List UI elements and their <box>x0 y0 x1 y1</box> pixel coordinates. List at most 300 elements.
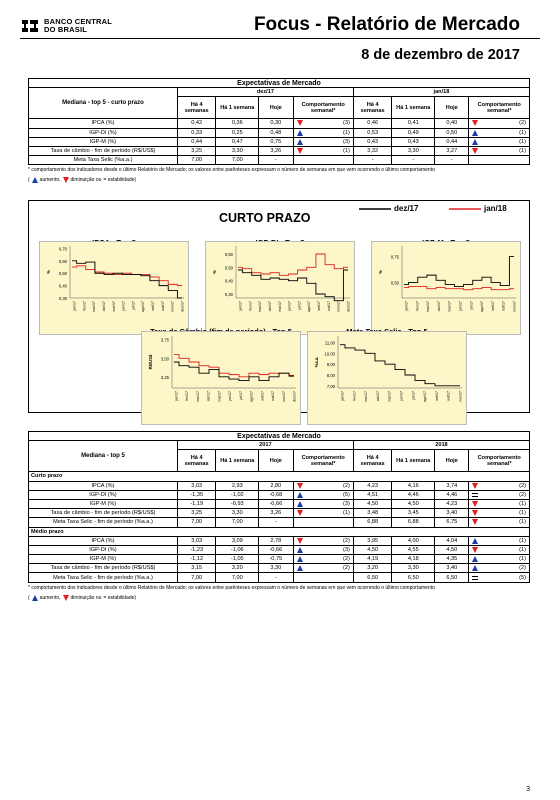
trend-weeks: (2) <box>343 537 350 544</box>
legend-dez17-label: dez/17 <box>394 204 419 213</box>
value-cell: -1,12 <box>177 555 216 564</box>
series-dez17-line <box>238 270 348 301</box>
x-tick-label: fev/17 <box>248 301 253 311</box>
value-cell: 4,51 <box>353 490 392 499</box>
expectations-table-block <box>28 431 530 601</box>
mini-chart <box>39 241 189 335</box>
row-label: IPCA (%) <box>29 119 178 128</box>
triangle-down-icon <box>297 483 303 489</box>
value-cell: 3,03 <box>177 481 216 490</box>
triangle-up-icon <box>297 556 303 562</box>
value-cell: 4,23 <box>435 499 469 508</box>
x-tick-label: fev/17 <box>185 391 190 401</box>
column-header: Comportamento semanal* <box>469 450 530 472</box>
x-tick-label: ago/17 <box>480 301 485 312</box>
x-tick-label: mai/17 <box>387 391 392 402</box>
value-cell: 2,80 <box>259 481 293 490</box>
table-row <box>29 146 530 155</box>
x-tick-label: abr/17 <box>101 301 106 312</box>
x-tick-label: mar/17 <box>195 391 200 403</box>
trend-cell <box>469 518 530 527</box>
value-cell: 3,20 <box>216 564 259 573</box>
x-tick-label: nov/17 <box>512 301 517 312</box>
table1-footnote: * comportamento dos indicadores desde o último Relatório de Mercado; os valores entre parênteses expressam o número de semanas em que vem ocorrendo o último comportamento <box>28 167 435 174</box>
table1-row-header: Mediana - top 5 - curto prazo <box>29 88 178 119</box>
trend-cell <box>469 536 530 545</box>
row-label: IGP-DI (%) <box>29 128 178 137</box>
mini-chart <box>205 241 355 335</box>
row-label: Taxa de câmbio - fim de período (R$/US$) <box>29 564 178 573</box>
x-tick-label: set/17 <box>151 301 156 311</box>
value-cell: 3,30 <box>259 564 293 573</box>
y-tick-label: 0,40 <box>224 278 233 284</box>
x-tick-label: out/17 <box>160 301 165 311</box>
legend-eq: = estabilidade) <box>103 594 137 601</box>
x-tick-label: dez/17 <box>180 301 185 312</box>
x-tick-label: dez/17 <box>292 391 297 402</box>
trend-cell <box>469 499 530 508</box>
legend-down: diminuição ou <box>70 594 102 601</box>
trend-cell <box>293 490 353 499</box>
trend-cell <box>293 128 353 137</box>
series-jan18-line <box>72 266 182 286</box>
y-tick-label: 0,30 <box>224 292 233 297</box>
trend-weeks: (1) <box>519 556 526 563</box>
value-cell: 7,00 <box>216 156 259 165</box>
trend-cell <box>469 137 530 146</box>
y-unit-label: % <box>378 270 383 274</box>
axis <box>236 246 350 298</box>
legend-jan18 <box>449 204 507 213</box>
trend-cell <box>469 555 530 564</box>
series-jan18-line <box>174 355 294 377</box>
y-unit-label: % <box>46 270 51 274</box>
x-tick-label: jul/17 <box>297 301 302 310</box>
value-cell: 7,00 <box>177 156 216 165</box>
column-header: Há 4 semanas <box>177 97 216 119</box>
x-tick-label: jul/17 <box>469 301 474 310</box>
trend-weeks: (2) <box>519 565 526 572</box>
x-tick-label: jan/17 <box>340 391 345 401</box>
trend-weeks: (1) <box>519 148 526 155</box>
triangle-up-icon <box>297 492 303 498</box>
table-row <box>29 490 530 499</box>
table2-legend <box>28 595 530 601</box>
trend-weeks: (2) <box>519 482 526 489</box>
trend-weeks: (1) <box>343 148 350 155</box>
y-tick-label: 0,50 <box>58 271 67 277</box>
trend-cell <box>469 490 530 499</box>
triangle-down-icon <box>297 538 303 544</box>
triangle-up-icon <box>297 501 303 507</box>
table-row <box>29 137 530 146</box>
series-dez17-line <box>404 256 514 286</box>
y-tick-label: 0,30 <box>58 296 67 301</box>
value-cell: 0,33 <box>177 128 216 137</box>
value-cell: 3,30 <box>392 564 435 573</box>
trend-cell <box>293 146 353 155</box>
column-header: Há 4 semanas <box>353 450 392 472</box>
value-cell: 4,16 <box>392 481 435 490</box>
value-cell: 3,25 <box>177 146 216 155</box>
x-tick-label: set/17 <box>317 301 322 311</box>
x-tick-label: nov/17 <box>458 391 463 402</box>
trend-weeks: (1) <box>519 519 526 526</box>
trend-cell <box>293 499 353 508</box>
row-label: Meta Taxa Selic - fim de período (%a.a.) <box>29 518 178 527</box>
trend-cell <box>293 119 353 128</box>
value-cell: - <box>259 573 293 582</box>
triangle-down-icon <box>472 501 478 507</box>
x-tick-label: mai/17 <box>111 301 116 312</box>
value-cell: 4,04 <box>435 536 469 545</box>
value-cell: 6,88 <box>392 518 435 527</box>
y-tick-label: 7,00 <box>326 383 335 389</box>
table-row <box>29 119 530 128</box>
trend-weeks: (1) <box>519 537 526 544</box>
x-tick-label: jan/17 <box>238 301 243 311</box>
mini-chart-svg <box>372 242 522 336</box>
x-tick-label: dez/17 <box>346 301 351 312</box>
trend-cell <box>293 137 353 146</box>
value-cell: 6,50 <box>435 573 469 582</box>
trend-cell <box>469 481 530 490</box>
table2-period-1: 2017 <box>177 441 353 450</box>
triangle-down-icon <box>472 148 478 154</box>
x-tick-label: abr/17 <box>375 391 380 402</box>
series-jan18-line <box>238 254 348 275</box>
value-cell: 3,30 <box>216 509 259 518</box>
value-cell: 0,44 <box>177 137 216 146</box>
value-cell: 6,50 <box>392 573 435 582</box>
column-header: Há 1 semana <box>216 450 259 472</box>
value-cell: 0,43 <box>353 137 392 146</box>
x-tick-label: jun/17 <box>458 301 463 311</box>
short-term-table-block <box>28 78 530 183</box>
value-cell: 4,46 <box>435 490 469 499</box>
y-unit-label: %a.a. <box>314 356 319 368</box>
section-title: Curto prazo <box>29 472 530 481</box>
trend-weeks: (3) <box>343 138 350 145</box>
value-cell: 4,55 <box>392 545 435 554</box>
triangle-up-icon <box>32 177 38 183</box>
x-tick-label: jul/17 <box>411 391 416 400</box>
table-row <box>29 499 530 508</box>
equal-icon <box>472 493 478 497</box>
x-tick-label: fev/17 <box>82 301 87 311</box>
triangle-up-icon <box>472 556 478 562</box>
mini-chart <box>141 331 301 425</box>
value-cell: 4,50 <box>353 499 392 508</box>
value-cell: 0,36 <box>216 119 259 128</box>
triangle-up-icon <box>32 595 38 601</box>
value-cell: - <box>353 156 392 165</box>
value-cell: 0,41 <box>392 119 435 128</box>
table1-period-2: jan/18 <box>353 88 529 97</box>
value-cell: 0,43 <box>392 137 435 146</box>
value-cell: 3,95 <box>353 536 392 545</box>
x-tick-label: jun/17 <box>228 391 233 401</box>
trend-weeks: (2) <box>343 556 350 563</box>
series-dez17-line <box>340 345 460 386</box>
x-tick-label: fev/17 <box>352 391 357 401</box>
value-cell: 4,23 <box>353 481 392 490</box>
x-tick-label: out/17 <box>326 301 331 311</box>
x-tick-label: jul/17 <box>131 301 136 310</box>
trend-cell <box>469 119 530 128</box>
series-dez17-line <box>72 261 182 298</box>
legend-eq: = estabilidade) <box>103 177 137 184</box>
report-title: Focus - Relatório de Mercado <box>253 14 520 35</box>
x-tick-label: mar/17 <box>426 301 431 313</box>
value-cell: 0,46 <box>353 119 392 128</box>
page-number: 3 <box>526 786 530 793</box>
value-cell: 4,50 <box>392 499 435 508</box>
trend-cell <box>469 564 530 573</box>
table-row <box>29 555 530 564</box>
section-row <box>29 527 530 536</box>
triangle-down-icon <box>297 510 303 516</box>
trend-weeks: (1) <box>519 501 526 508</box>
triangle-up-icon <box>297 130 303 136</box>
value-cell: 3,27 <box>435 146 469 155</box>
legend-jan18-label: jan/18 <box>484 204 507 213</box>
value-cell: 3,15 <box>177 564 216 573</box>
row-label: IGP-M (%) <box>29 137 178 146</box>
y-tick-label: 3,75 <box>160 337 169 343</box>
x-tick-label: mai/17 <box>447 301 452 312</box>
triangle-up-icon <box>297 139 303 145</box>
row-label: IGP-M (%) <box>29 499 178 508</box>
value-cell: - <box>435 156 469 165</box>
table2-title: Expectativas de Mercado <box>29 432 530 441</box>
row-label: Taxa de câmbio - fim de período (R$/US$) <box>29 509 178 518</box>
trend-weeks: (1) <box>519 129 526 136</box>
y-unit-label: % <box>212 270 217 274</box>
x-tick-label: abr/17 <box>436 301 441 312</box>
value-cell: 2,78 <box>259 536 293 545</box>
value-cell: 3,40 <box>435 564 469 573</box>
value-cell: 3,26 <box>259 509 293 518</box>
value-cell: 4,00 <box>392 536 435 545</box>
x-tick-label: out/17 <box>271 391 276 401</box>
column-header: Hoje <box>259 97 293 119</box>
short-term-expectations-table <box>28 78 530 165</box>
x-tick-label: jan/17 <box>72 301 77 311</box>
triangle-up-icon <box>472 130 478 136</box>
trend-cell <box>469 545 530 554</box>
y-tick-label: 0,60 <box>58 258 67 264</box>
value-cell: 3,30 <box>216 146 259 155</box>
series-dez17-line <box>174 362 294 381</box>
mini-chart <box>307 331 467 425</box>
table2-period-2: 2018 <box>353 441 529 450</box>
value-cell: 3,32 <box>353 146 392 155</box>
row-label: IGP-DI (%) <box>29 545 178 554</box>
table-row <box>29 545 530 554</box>
column-header: Comportamento semanal* <box>469 97 530 119</box>
section-row <box>29 472 530 481</box>
y-tick-label: 3,25 <box>160 374 169 380</box>
x-tick-label: out/17 <box>501 301 506 311</box>
x-tick-label: set/17 <box>260 391 265 401</box>
trend-weeks: (3) <box>343 546 350 553</box>
table-row <box>29 481 530 490</box>
trend-cell <box>469 509 530 518</box>
value-cell: 0,42 <box>177 119 216 128</box>
row-label: Taxa de câmbio - fim de período (R$/US$) <box>29 146 178 155</box>
trend-cell <box>469 156 530 165</box>
row-label: IPCA (%) <box>29 536 178 545</box>
x-tick-label: jun/17 <box>399 391 404 401</box>
triangle-down-icon <box>472 519 478 525</box>
logo-line-1: BANCO CENTRAL <box>44 17 113 26</box>
legend-down: diminuição ou <box>70 177 102 184</box>
column-header: Comportamento semanal* <box>293 450 353 472</box>
trend-cell <box>469 128 530 137</box>
y-tick-label: 0,60 <box>224 252 233 257</box>
x-tick-label: ago/17 <box>141 301 146 312</box>
table1-period-1: dez/17 <box>177 88 353 97</box>
trend-cell <box>293 555 353 564</box>
axis <box>402 246 516 298</box>
x-tick-label: abr/17 <box>206 391 211 402</box>
column-header: Há 4 semanas <box>177 450 216 472</box>
row-label: IPCA (%) <box>29 481 178 490</box>
row-label: IGP-M (%) <box>29 555 178 564</box>
column-header: Há 4 semanas <box>353 97 392 119</box>
x-tick-label: jun/17 <box>121 301 126 311</box>
value-cell: 0,49 <box>392 128 435 137</box>
trend-weeks: (2) <box>343 565 350 572</box>
table2-row-header: Mediana - top 5 <box>29 441 178 472</box>
y-tick-label: 0,40 <box>58 283 67 289</box>
trend-cell <box>293 545 353 554</box>
value-cell: 0,50 <box>435 128 469 137</box>
axis <box>338 336 462 388</box>
y-tick-label: 0,50 <box>224 265 233 271</box>
value-cell: 0,25 <box>216 128 259 137</box>
x-tick-label: set/17 <box>490 301 495 311</box>
trend-weeks: (2) <box>343 482 350 489</box>
value-cell: 0,40 <box>435 119 469 128</box>
triangle-down-icon <box>63 177 69 183</box>
table-row <box>29 128 530 137</box>
triangle-up-icon <box>472 565 478 571</box>
value-cell: -0,93 <box>216 499 259 508</box>
triangle-up-icon <box>472 139 478 145</box>
short-term-charts-panel <box>28 200 530 413</box>
value-cell: -1,23 <box>177 545 216 554</box>
trend-weeks: (1) <box>519 138 526 145</box>
section-title: Médio prazo <box>29 527 530 536</box>
value-cell: 0,53 <box>353 128 392 137</box>
row-label: Meta Taxa Selic - fim de período (%a.a.) <box>29 573 178 582</box>
triangle-down-icon <box>297 120 303 126</box>
y-tick-label: 0,70 <box>58 246 67 252</box>
triangle-down-icon <box>297 148 303 154</box>
value-cell: 7,00 <box>216 573 259 582</box>
row-label: IGP-DI (%) <box>29 490 178 499</box>
trend-cell <box>293 156 353 165</box>
trend-cell <box>293 481 353 490</box>
x-tick-label: nov/17 <box>336 301 341 312</box>
report-date: 8 de dezembro de 2017 <box>361 47 520 63</box>
column-header: Há 1 semana <box>216 97 259 119</box>
y-tick-label: 10,00 <box>324 351 335 357</box>
value-cell: 2,93 <box>216 481 259 490</box>
value-cell: 4,18 <box>392 555 435 564</box>
x-tick-label: mar/17 <box>258 301 263 313</box>
table-row <box>29 156 530 165</box>
table-row <box>29 509 530 518</box>
value-cell: - <box>392 156 435 165</box>
triangle-down-icon <box>472 547 478 553</box>
value-cell: 0,48 <box>259 128 293 137</box>
trend-weeks: (1) <box>343 129 350 136</box>
row-label: Meta Taxa Selic (%a.a.) <box>29 156 178 165</box>
value-cell: 4,35 <box>435 555 469 564</box>
trend-weeks: (1) <box>519 510 526 517</box>
value-cell: 3,25 <box>177 509 216 518</box>
triangle-down-icon <box>472 483 478 489</box>
x-tick-label: mar/17 <box>92 301 97 313</box>
x-tick-label: ago/17 <box>423 391 428 402</box>
equal-icon <box>472 576 478 580</box>
charts-panel-title: CURTO PRAZO <box>219 211 311 225</box>
trend-weeks: (2) <box>519 491 526 498</box>
bcb-logo-icon <box>20 17 40 35</box>
y-tick-label: 8,00 <box>326 373 335 378</box>
mini-chart-svg <box>308 332 468 426</box>
value-cell: - <box>259 156 293 165</box>
x-tick-label: nov/17 <box>281 391 286 402</box>
x-tick-label: mai/17 <box>277 301 282 312</box>
triangle-down-icon <box>472 120 478 126</box>
column-header: Comportamento semanal* <box>293 97 353 119</box>
value-cell: -1,19 <box>177 499 216 508</box>
value-cell: 3,03 <box>177 536 216 545</box>
y-unit-label: R$/US$ <box>148 354 153 370</box>
trend-weeks: (3) <box>343 120 350 127</box>
x-tick-label: jul/17 <box>238 391 243 400</box>
x-tick-label: jan/17 <box>174 391 179 401</box>
mini-chart-svg <box>206 242 356 336</box>
x-tick-label: mai/17 <box>217 391 222 402</box>
value-cell: -1,06 <box>216 545 259 554</box>
value-cell: -1,02 <box>216 490 259 499</box>
table-row <box>29 518 530 527</box>
triangle-up-icon <box>472 538 478 544</box>
y-tick-label: 0,75 <box>390 254 399 260</box>
trend-weeks: (5) <box>343 491 350 498</box>
value-cell: -0,66 <box>259 545 293 554</box>
trend-weeks: (5) <box>519 574 526 581</box>
legend-dez17 <box>359 204 418 213</box>
column-header: Hoje <box>259 450 293 472</box>
trend-cell <box>293 509 353 518</box>
table1-legend <box>28 177 530 183</box>
x-tick-label: set/17 <box>434 391 439 401</box>
table2-footnote: * comportamento dos indicadores desde o último Relatório de Mercado; os valores entre parênteses expressam o número de semanas em que vem ocorrendo o último comportamento <box>28 584 435 591</box>
trend-weeks: (2) <box>519 120 526 127</box>
value-cell: -0,68 <box>259 490 293 499</box>
column-header: Há 1 semana <box>392 450 435 472</box>
value-cell: 0,75 <box>259 137 293 146</box>
table-row <box>29 564 530 573</box>
trend-cell <box>469 146 530 155</box>
value-cell: 4,50 <box>353 545 392 554</box>
